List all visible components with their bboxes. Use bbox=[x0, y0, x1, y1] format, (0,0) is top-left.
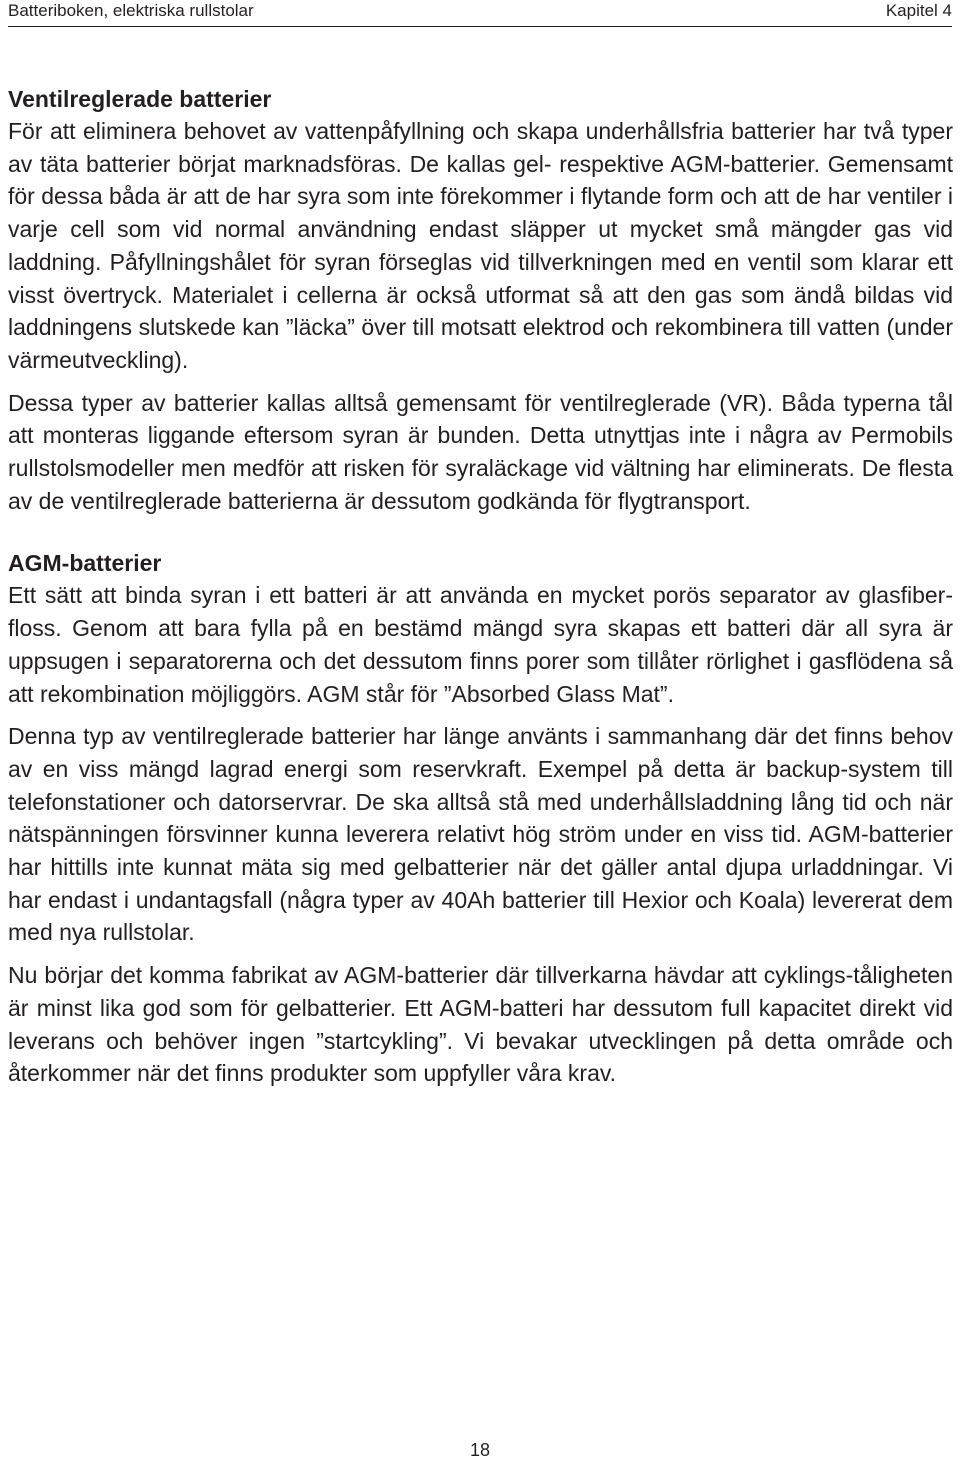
paragraph: Denna typ av ventilreglerade batterier har länge använts i sammanhang där det finns behov av en viss mängd lagrad energi som reservkraft. Exempel på detta är backup-system till telefonstationer och datorservrar. De ska alltså stå med underhållsladdning lång tid och när nätspänningen försvinner kunna leverera relativt hög ström under en viss tid. AGM-batterier har hittills inte kunnat mäta sig med gelbatterier när det gäller antal djupa urladdningar. Vi har endast i undantagsfall (några typer av 40Ah batterier till Hexior och Koala) levererat dem med nya rullstolar. bbox=[8, 723, 953, 946]
running-header bbox=[8, 0, 952, 27]
page-body bbox=[8, 83, 953, 1100]
book-title: Batteriboken, elektriska rullstolar bbox=[8, 1, 254, 20]
section-heading: AGM-batterier bbox=[8, 550, 162, 577]
section-heading: Ventilreglerade batterier bbox=[8, 86, 272, 112]
paragraph: Dessa typer av batterier kallas alltså gemensamt för ventilreglerade (VR). Båda typerna tål att monteras liggande eftersom syran är bunden. Detta utnyttjas inte i några av Permobils rullstolsmodeller men medför att risken för syraläckage vid vältning har eliminerats. De flesta av de ventilreglerade batterierna är dessutom godkända för flygtransport. bbox=[8, 389, 953, 514]
chapter-label: Kapitel 4 bbox=[885, 1, 952, 20]
page-number: 18 bbox=[469, 1440, 491, 1460]
paragraph: Nu börjar det komma fabrikat av AGM-batterier där tillverkarna hävdar att cyklings-tåligheten är minst lika god som för gelbatterier. Ett AGM-batteri har dessutom full kapacitet direkt vid leverans och behöver ingen ”startcykling”. Vi bevakar utvecklingen på detta område och återkommer när det finns produkter som uppfyller våra krav. bbox=[8, 962, 953, 1087]
paragraph: Ett sätt att binda syran i ett batteri är att använda en mycket porös separator av glasfiber-floss. Genom att bara fylla på en bestämd mängd syra skapas ett batteri där all syra är uppsugen i separatorerna och det dessutom finns porer som tillåter rörlighet i gasflödena så att rekombination möjliggörs. AGM står för ”Absorbed Glass Mat”. bbox=[8, 582, 953, 707]
paragraph: För att eliminera behovet av vattenpåfyllning och skapa underhållsfria batterier har två typer av täta batterier börjat marknadsföras. De kallas gel- respektive AGM-batterier. Gemensamt för dessa båda är att de har syra som inte förekommer i flytande form och att de har ventiler i varje cell som vid normal användning endast släpper ut mycket små mängder gas vid laddning. Påfyllningshålet för syran förseglas vid tillverkningen med en ventil som klarar ett visst övertryck. Materialet i cellerna är också utformat så att den gas som ändå bildas vid laddningens slutskede kan ”läcka” över till motsatt elektrod och rekombinera till vatten (under värmeutveckling). bbox=[8, 118, 953, 373]
